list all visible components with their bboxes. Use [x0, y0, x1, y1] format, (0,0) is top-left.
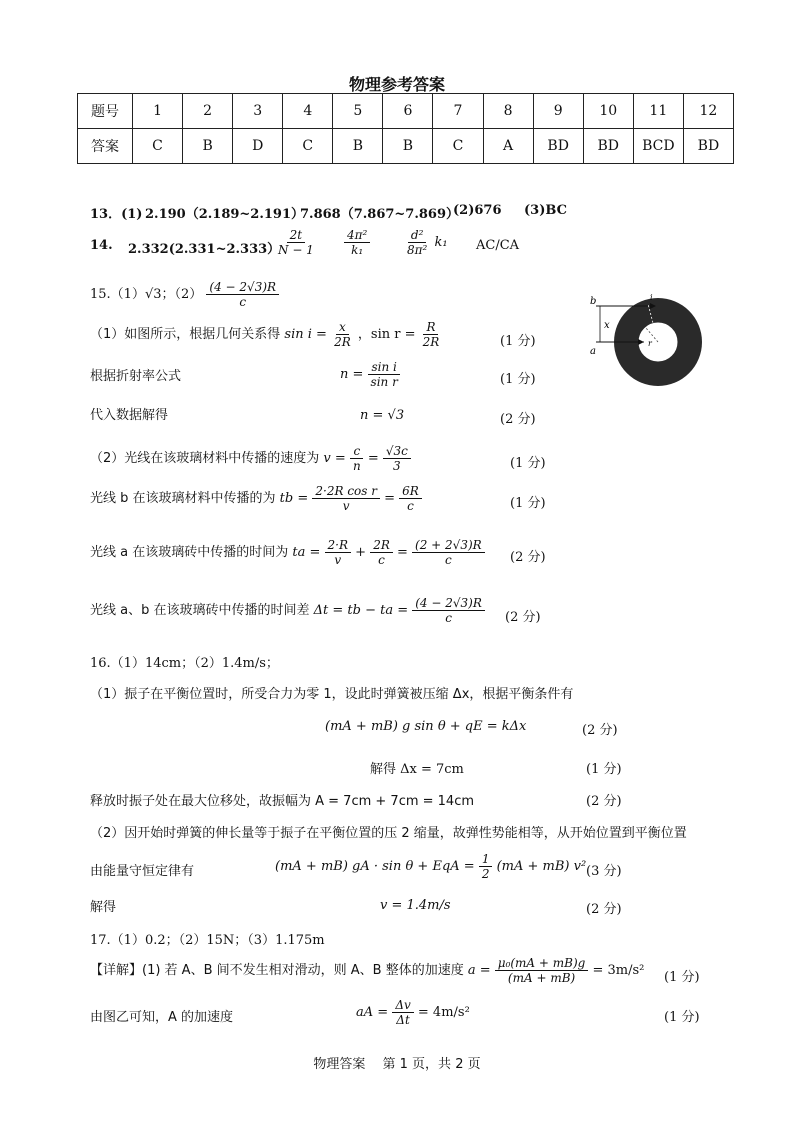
q14-number: 14. — [90, 238, 113, 253]
fraction-denominator: sin r — [370, 375, 398, 389]
q14-fraction-1 — [275, 228, 317, 257]
q15-line-7 — [90, 596, 485, 625]
fraction-numerator: 2t — [287, 228, 305, 243]
q17-score-1: (1 分) — [664, 970, 700, 985]
line-text: （2）光线在该玻璃材料中传播的速度为 — [90, 451, 320, 466]
table-cell: 9 — [533, 94, 583, 129]
q16-line-7-text: 解得 — [90, 900, 117, 915]
table-row-numbers — [78, 94, 734, 129]
equation: ，sin r = — [357, 327, 416, 342]
glass-ring-figure — [588, 292, 708, 392]
fraction-numerator: 4π² — [344, 228, 370, 243]
q14-fraction-3 — [404, 228, 448, 257]
fraction-denominator: 2R — [334, 335, 351, 349]
q15-line-3-eq: n = √3 — [360, 408, 405, 423]
fraction-denominator: 3 — [393, 459, 401, 473]
fraction-denominator: c — [445, 553, 452, 567]
q15-line-1 — [90, 320, 442, 349]
equation: tb = — [279, 491, 309, 506]
line-text: 光线 b 在该玻璃材料中传播的为 — [90, 491, 276, 506]
table-cell: B — [383, 129, 433, 164]
table-cell: B — [333, 129, 383, 164]
equation: (mA + mB) v² — [496, 859, 587, 874]
equation: = 4m/s² — [417, 1005, 470, 1020]
q15-line-2-eq — [340, 360, 401, 389]
fraction-numerator: (4 − 2√3)R — [206, 280, 279, 295]
table-cell: D — [233, 129, 283, 164]
table-cell: 3 — [233, 94, 283, 129]
table-cell: BD — [533, 129, 583, 164]
table-cell: 2 — [183, 94, 233, 129]
q15-score-4: (1 分) — [510, 456, 546, 471]
page-footer: 物理答案 第 1 页，共 2 页 — [313, 1057, 481, 1072]
label-i: i — [650, 293, 653, 302]
label-x: x — [604, 320, 610, 331]
q15-score-2: (1 分) — [500, 372, 536, 387]
fraction-numerator: x — [336, 320, 349, 335]
q15-score-5: (1 分) — [510, 496, 546, 511]
fraction-denominator: c — [445, 611, 452, 625]
table-cell: 8 — [483, 94, 533, 129]
label-a: a — [590, 346, 596, 357]
table-cell: 7 — [433, 94, 483, 129]
line-text: 光线 a 在该玻璃砖中传播的时间为 — [90, 545, 289, 560]
q13-answer-2: 7.868（7.867~7.869） — [300, 207, 460, 222]
q16-line-2-eq: (mA + mB) g sin θ + qE = kΔx — [325, 719, 527, 734]
table-cell: 1 — [133, 94, 183, 129]
fraction-numerator: (2 + 2√3)R — [412, 538, 485, 553]
equation: n = — [340, 367, 364, 382]
table-cell: C — [283, 129, 333, 164]
q15-score-1: (1 分) — [500, 334, 536, 349]
table-cell: BD — [683, 129, 733, 164]
q15-summary — [90, 280, 279, 309]
answer-table — [77, 93, 734, 164]
fraction-numerator: R — [423, 320, 438, 335]
fraction-denominator: N − 1 — [278, 243, 314, 257]
fraction-numerator: d² — [408, 228, 427, 243]
equation: ta = — [292, 545, 321, 560]
table-header-question: 题号 — [78, 94, 133, 129]
equation: aA = — [356, 1005, 389, 1020]
fraction-denominator: c — [239, 295, 247, 309]
table-header-answer: 答案 — [78, 129, 133, 164]
q14-answer-1: 2.332(2.331~2.333） — [128, 242, 281, 257]
equation: = 3m/s² — [592, 963, 645, 978]
q16-line-6-eq — [275, 852, 586, 881]
equation: = — [367, 451, 379, 466]
q16-score-6: (3 分) — [586, 864, 622, 879]
fraction-denominator: v — [334, 553, 342, 567]
q13-answer-4: (3)BC — [524, 203, 567, 218]
equation: v = — [323, 451, 346, 466]
equation: = — [397, 545, 408, 560]
fraction-numerator: 2·R — [325, 538, 351, 553]
table-cell: C — [133, 129, 183, 164]
q15-line-5 — [90, 484, 422, 513]
label-b: b — [590, 296, 597, 307]
table-cell: 4 — [283, 94, 333, 129]
q16-line-4: 释放时振子处在最大位移处，故振幅为 A = 7cm + 7cm = 14cm — [90, 794, 475, 809]
fraction-denominator: 2R — [422, 335, 440, 349]
equation: + — [355, 545, 367, 560]
q16-score-4: (2 分) — [586, 794, 622, 809]
q16-summary: 16.（1）14cm；（2）1.4m/s； — [90, 656, 279, 671]
q16-line-3-eq: 解得 Δx = 7cm — [370, 762, 464, 777]
fraction-numerator: 2·2R cos r — [312, 484, 380, 499]
q16-line-5: （2）因开始时弹簧的伸长量等于振子在平衡位置的压 2 缩量，故弹性势能相等，从开始位置到平衡位置 — [90, 826, 687, 841]
q15-score-3: (2 分) — [500, 412, 536, 427]
line-text: 光线 a、b 在该玻璃砖中传播的时间差 — [90, 603, 310, 618]
q13-number: 13．(1) — [90, 207, 143, 222]
q13-answer-3: (2)676 — [453, 203, 502, 218]
q15-line-6 — [90, 538, 485, 567]
fraction-denominator: (mA + mB) — [507, 971, 576, 985]
q17-score-2: (1 分) — [664, 1010, 700, 1025]
table-cell: 5 — [333, 94, 383, 129]
fraction-numerator: c — [350, 444, 363, 459]
fraction-denominator: n — [352, 459, 361, 473]
q16-score-2: (2 分) — [582, 723, 618, 738]
table-cell: 11 — [633, 94, 683, 129]
table-cell: 12 — [683, 94, 733, 129]
fraction-denominator: c — [407, 499, 414, 513]
q14-answer-5: AC/CA — [476, 238, 520, 253]
q17-line-2-eq — [356, 998, 470, 1027]
equation: sin i = — [284, 327, 327, 342]
line-text: 【详解】(1) 若 A、B 间不发生相对滑动，则 A、B 整体的加速度 — [90, 963, 464, 978]
fraction-numerator: (4 − 2√3)R — [412, 596, 485, 611]
label-r: r — [648, 339, 652, 348]
fraction-denominator: k₁ — [351, 243, 364, 257]
fraction-denominator: v — [342, 499, 350, 513]
fraction-numerator: 6R — [399, 484, 422, 499]
q17-line-1 — [90, 956, 644, 985]
q15-line-4 — [90, 444, 411, 473]
fraction-numerator: sin i — [368, 360, 399, 375]
table-cell: B — [183, 129, 233, 164]
table-cell: BCD — [633, 129, 683, 164]
table-cell: BD — [583, 129, 633, 164]
fraction-denominator: Δt — [396, 1013, 410, 1027]
table-cell: A — [483, 129, 533, 164]
q15-line-2-text: 根据折射率公式 — [90, 369, 182, 384]
q16-score-7: (2 分) — [586, 902, 622, 917]
table-row-answers — [78, 129, 734, 164]
equation: a = — [467, 963, 491, 978]
q15-score-7: (2 分) — [505, 610, 541, 625]
q13-answer-1: 2.190（2.189~2.191） — [145, 207, 305, 222]
q16-line-1: （1）振子在平衡位置时，所受合力为零 1，设此时弹簧被压缩 Δx，根据平衡条件有 — [90, 687, 574, 702]
fraction-tail: k₁ — [434, 235, 448, 250]
page-title: 物理参考答案 — [348, 75, 445, 94]
q16-score-3: (1 分) — [586, 762, 622, 777]
fraction-numerator: μ₀(mA + mB)g — [495, 956, 589, 971]
q15-score-6: (2 分) — [510, 550, 546, 565]
q14-fraction-2 — [344, 228, 370, 257]
q15-line-3-text: 代入数据解得 — [90, 408, 169, 423]
fraction-numerator: 1 — [479, 852, 493, 867]
fraction-numerator: 2R — [370, 538, 393, 553]
q15-summary-text: 15.（1）√3；（2） — [90, 287, 203, 302]
fraction-denominator: 2 — [481, 867, 490, 881]
line-text: （1）如图所示，根据几何关系得 — [90, 327, 281, 342]
fraction-denominator: c — [378, 553, 385, 567]
table-cell: C — [433, 129, 483, 164]
fraction-numerator: √3c — [383, 444, 411, 459]
equation: Δt = tb − ta = — [313, 603, 409, 618]
equation: = — [384, 491, 396, 506]
q16-line-6-text: 由能量守恒定律有 — [90, 864, 195, 879]
fraction-denominator: 8π² — [407, 243, 428, 257]
q17-line-2-text: 由图乙可知，A 的加速度 — [90, 1010, 234, 1025]
fraction-numerator: Δv — [392, 998, 413, 1013]
table-cell: 6 — [383, 94, 433, 129]
equation: (mA + mB) gA · sin θ + EqA = — [275, 859, 475, 874]
q17-summary: 17.（1）0.2；（2）15N；（3）1.175m — [90, 933, 325, 948]
q16-line-7-eq: v = 1.4m/s — [380, 898, 451, 913]
table-cell: 10 — [583, 94, 633, 129]
